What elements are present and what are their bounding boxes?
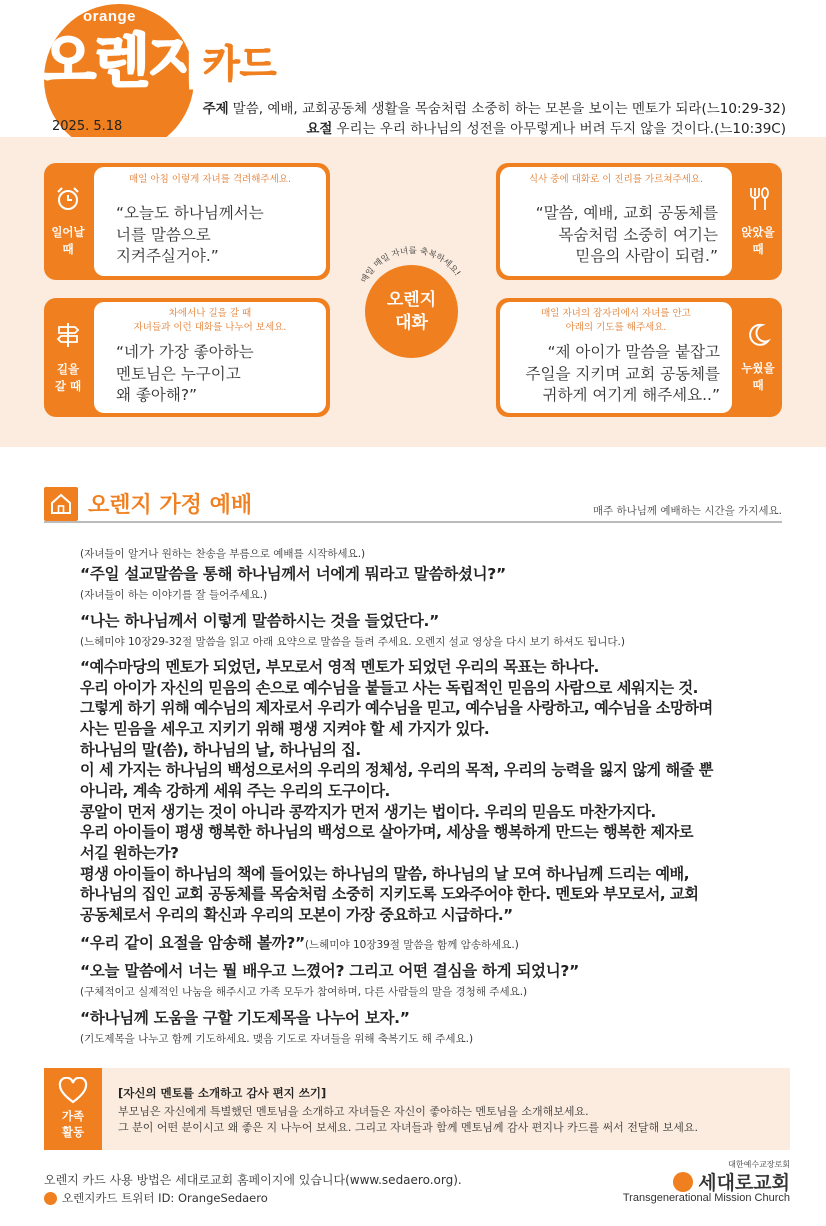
denomination: 대한예수교장로회 (728, 1160, 790, 1169)
card-content (500, 167, 732, 276)
section-divider (44, 521, 782, 523)
summary-line: 콩알이 먼저 생기는 것이 아니라 콩깍지가 먼저 생기는 법이다. 우리의 믿음도 마찬가지다. (80, 802, 656, 821)
summary-line: 아니라, 계속 강하게 세워 주는 우리의 도구이다. (80, 782, 390, 801)
usage-note: 오렌지 카드 사용 방법은 세대로교회 홈페이지에 있습니다(www.sedaero.org). (44, 1173, 462, 1187)
summary-line: 하나님의 말(씀), 하나님의 날, 하나님의 집. (80, 740, 361, 759)
worship-title: 오렌지 가정 예배 (88, 493, 253, 518)
card-caption: 식사 중에 대화로 이 진리를 가르쳐주세요. (528, 174, 704, 185)
signpost-icon (55, 321, 81, 349)
quote-line: 주일을 지키며 교회 공동체를 (525, 364, 720, 383)
note: (느헤미야 10장29-32절 말씀을 읽고 아래 요약으로 말씀을 들려 주세요. 오렌지 설교 영상을 다시 보기 하셔도 됩니다.) (80, 635, 625, 648)
card-side (44, 298, 92, 417)
summary-line: 하나님의 집인 교회 공동체를 목숨처럼 소중히 지키도록 도와주어야 한다. 멘토와 부모로서, 교회 (80, 885, 699, 904)
twitter-icon (44, 1192, 57, 1205)
summary-line: 사는 믿음을 세우고 지키기 위해 평생 지켜야 할 세 가지가 있다. (80, 720, 490, 739)
summary-line: “예수마당의 멘토가 되었던, 부모로서 영적 멘토가 되었던 우리의 목표는 하나다. (80, 658, 599, 677)
moon-icon (745, 322, 771, 348)
family-activity-label (62, 1109, 84, 1140)
card-lying-down (496, 298, 782, 417)
heart-icon (58, 1077, 88, 1105)
family-activity-title: [자신의 멘토를 소개하고 감사 편지 쓰기] (118, 1086, 327, 1100)
card-content (94, 302, 326, 413)
note: (자녀들이 알거나 원하는 찬송을 부름으로 예배를 시작하세요.) (80, 548, 366, 560)
card-side-label: 앉았을 때 (741, 225, 775, 256)
arc-text-path: 매일 매일 자녀를 축복하세요! (359, 246, 463, 285)
caption-line: 자녀들과 이런 대화를 나누어 보세요. (133, 321, 287, 333)
theme-text: 말씀, 예배, 교회공동체 생활을 목숨처럼 소중히 하는 모본을 보이는 멘토가 되라(느10:29-32) (232, 101, 786, 117)
quote-line: “제 아이가 말씀을 붙잡고 (547, 343, 720, 361)
card-side (734, 298, 782, 417)
quote-line: 믿음의 사람이 되렴.” (575, 247, 718, 266)
sermon-summary (80, 657, 790, 926)
summary-line: 우리 아이가 자신의 믿음의 손으로 예수님을 붙들고 사는 독립적인 믿음의 사람으로 세워지는 것. (80, 678, 698, 697)
summary-line: 우리 아이들이 평생 행복한 하나님의 백성으로 살아가며, 세상을 행복하게 만드는 행복한 제자로 (80, 823, 694, 842)
quote-line: 지켜주실거야.” (116, 247, 219, 266)
house-icon (44, 487, 78, 521)
card-quote (526, 342, 720, 407)
card-content (94, 167, 326, 276)
card-side-label: 누웠을 때 (741, 361, 775, 392)
quote-line: “오늘도 하나님께서는 (116, 204, 264, 222)
date: 2025. 5.18 (52, 119, 123, 134)
quote-line: 멘토님은 누구이고 (116, 364, 241, 383)
card-walking (44, 298, 330, 417)
summary-line: 그렇게 하기 위해 예수님의 제자로서 우리가 예수님을 믿고, 예수님을 사랑하고, 예수님을 소망하며 (80, 699, 713, 718)
orange-talk-badge (365, 265, 458, 358)
card-caption (500, 307, 732, 335)
caption-line: 차에서나 길을 갈 때 (168, 308, 252, 319)
worship-body (80, 545, 790, 1048)
card-side (44, 163, 92, 280)
card-wake-up (44, 163, 330, 280)
church-name (673, 1168, 790, 1195)
quote-line: “말씀, 예배, 교회 공동체를 (535, 204, 718, 222)
caption-line: 아래의 기도를 해주세요. (565, 321, 667, 333)
note: (자녀들이 하는 이야기를 잘 들어주세요.) (80, 588, 268, 601)
alarm-clock-icon (55, 186, 81, 212)
quote-line: 너를 말씀으로 (116, 225, 211, 244)
summary-line: 이 세 가지는 하나님의 백성으로서의 우리의 정체성, 우리의 목적, 우리의 능력을 잃지 않게 해줄 뿐 (80, 761, 713, 780)
summary-label: 요절 (306, 121, 333, 137)
card-side (734, 163, 782, 280)
card-content (500, 302, 732, 413)
question-text: “우리 같이 요절을 암송해 볼까?” (80, 933, 305, 952)
theme-line (203, 97, 786, 117)
question: “오늘 말씀에서 너는 뭘 배우고 느꼈어? 그리고 어떤 결심을 하게 되었니?” (80, 962, 579, 981)
twitter-line (44, 1190, 268, 1206)
logo-title: 오렌지 (40, 27, 203, 95)
quote-line: 목숨처럼 소중히 여기는 (558, 225, 718, 244)
note: (구체적이고 실제적인 나눔을 해주시고 가족 모두가 참여하며, 다른 사람들의 말을 경청해 주세요.) (80, 985, 528, 998)
summary-line: 서길 원하는가? (80, 844, 179, 863)
badge-line-2: 대화 (395, 312, 428, 333)
twitter-text: 오렌지카드 트위터 ID: OrangeSedaero (62, 1191, 268, 1205)
quote-line: “네가 가장 좋아하는 (116, 343, 254, 361)
logo-small-text: orange (83, 8, 137, 25)
family-activity (44, 1068, 790, 1150)
summary-line: 평생 아이들이 하나님의 책에 들어있는 하나님의 말씀, 하나님의 날 모여 하나님께 드리는 예배, (80, 864, 690, 883)
card-quote (116, 203, 264, 268)
card-side-label: 길을 갈 때 (54, 362, 82, 393)
quote-line: 귀하게 여기게 해주세요..” (542, 386, 720, 405)
label-line: 활동 (61, 1125, 85, 1139)
caption-line: 매일 자녀의 잠자리에서 자녀를 안고 (541, 308, 691, 319)
summary-line (306, 117, 786, 137)
card-sitting (496, 163, 782, 280)
question: “주일 설교말씀을 통해 하나님께서 너에게 뭐라고 말씀하셨니?” (80, 565, 506, 584)
card-caption: 매일 아침 이렇게 자녀를 격려해주세요. (129, 174, 291, 185)
summary-line: 공동체로서 우리의 확신과 우리의 모본이 가장 중요하고 시급하다.” (80, 906, 513, 925)
church-name-text: 세대로교회 (698, 1172, 790, 1194)
badge-line-1: 오렌지 (386, 289, 437, 310)
family-activity-line: 그 분이 어떤 분이시고 왜 좋은 지 나누어 보세요. 그리고 자녀들과 함께 멘토님께 감사 편지나 카드를 써서 전달해 보세요. (118, 1121, 698, 1134)
note: (느헤미야 10장39절 말씀을 함께 암송하세요.) (304, 938, 519, 951)
card-quote (116, 342, 254, 407)
card-quote (536, 203, 718, 268)
church-logo-icon (673, 1172, 693, 1192)
logo-card-text: 카드 (203, 42, 277, 86)
family-activity-line: 부모님은 자신에게 특별했던 멘토님을 소개하고 자녀들은 자신이 좋아하는 멘토님을 소개해보세요. (118, 1105, 589, 1118)
quote-line: 왜 좋아해?” (116, 386, 198, 405)
fork-spoon-icon (745, 186, 771, 212)
label-line: 가족 (61, 1109, 85, 1124)
family-activity-side (44, 1068, 102, 1150)
question: “나는 하나님께서 이렇게 말씀하시는 것을 들었단다.” (80, 612, 439, 631)
question: “하나님께 도움을 구할 기도제목을 나누어 보자.” (80, 1009, 410, 1028)
question (80, 932, 790, 954)
summary-text: 우리는 우리 하나님의 성전을 아무렇게나 버려 두지 않을 것이다.(느10:39C) (336, 121, 786, 137)
church-english-name: Transgenerational Mission Church (622, 1192, 790, 1204)
theme-label: 주제 (202, 101, 229, 117)
note: (기도제목을 나누고 함께 기도하세요. 맺음 기도로 자녀들을 위해 축복기도 해 주세요.) (80, 1032, 474, 1045)
worship-subtitle: 매주 하나님께 예배하는 시간을 가지세요. (592, 505, 782, 517)
card-caption (94, 307, 326, 335)
card-side-label: 일어날 때 (51, 225, 85, 256)
